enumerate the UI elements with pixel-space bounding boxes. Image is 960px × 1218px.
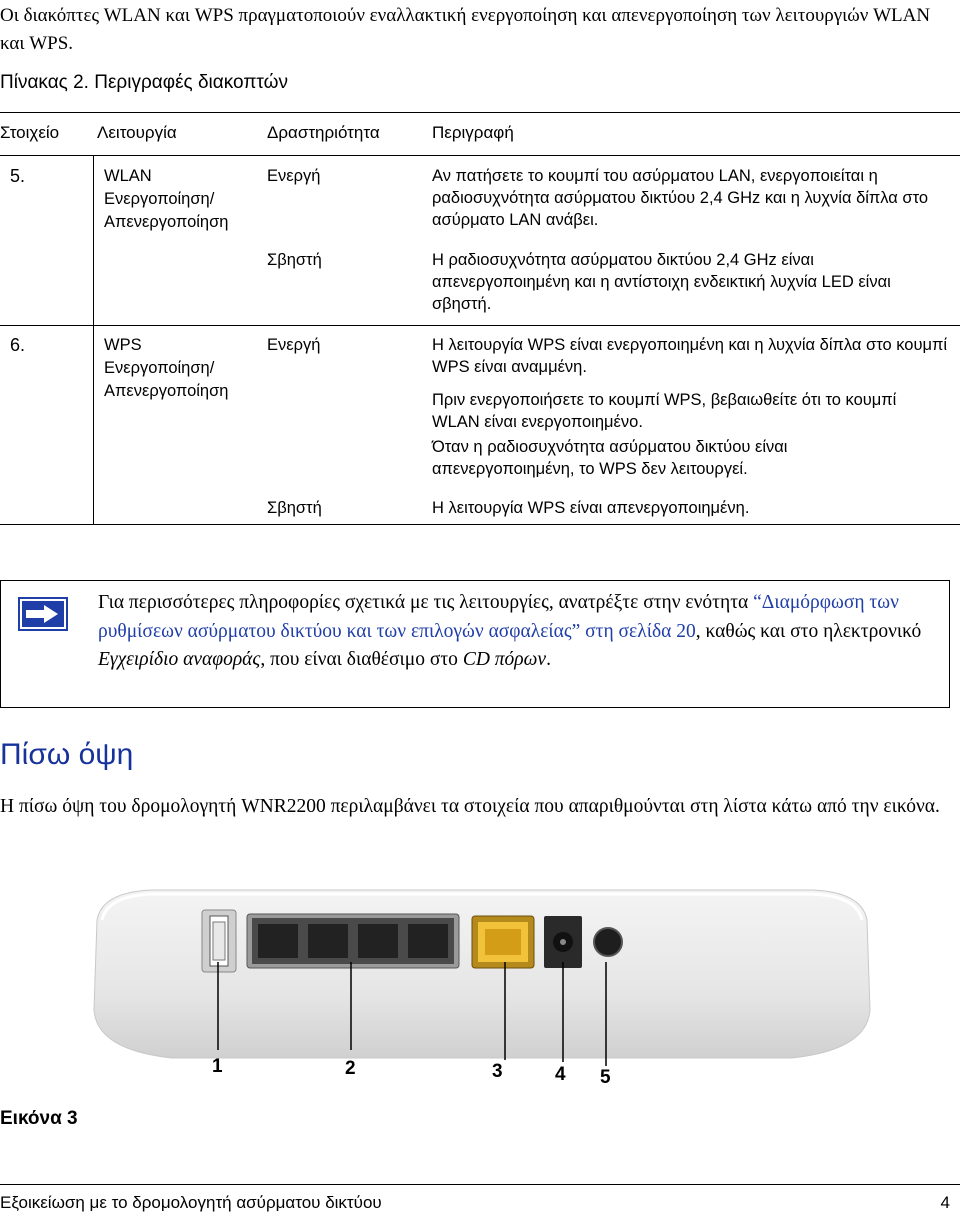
note-resource-cd: CD πόρων [462, 649, 547, 670]
row-activity-off: Σβηστή [267, 251, 322, 269]
note-text-part: , καθώς και στο ηλεκτρονικό [695, 620, 922, 642]
row-activity-off: Σβηστή [267, 499, 322, 517]
section-body: Η πίσω όψη του δρομολογητή WNR2200 περιλαμβάνει τα στοιχεία που απαριθμούνται στη λίστα κάτω από την εικόνα. [0, 796, 940, 817]
row-function-line: WPS [104, 336, 142, 354]
row-activity-on: Ενεργή [267, 167, 321, 185]
row-description-off: Η ραδιοσυχνότητα ασύρματου δικτύου 2,4 GHz είναι απενεργοποιημένη και η αντίστοιχη ενδεικτική λυχνία LED είναι σβηστή. [432, 251, 891, 313]
callout-1: 1 [212, 1056, 223, 1077]
arrow-right-icon [18, 597, 68, 636]
figure-caption: Εικόνα 3 [0, 1108, 78, 1129]
header-item: Στοιχείο [0, 123, 60, 142]
callout-3: 3 [492, 1061, 503, 1082]
footer-title: Εξοικείωση με το δρομολογητή ασύρματου δικτύου [0, 1193, 382, 1212]
table-caption: Πίνακας 2. Περιγραφές διακοπτών [0, 72, 289, 93]
row-description-on-note: Όταν η ραδιοσυχνότητα ασύρματου δικτύου είναι απενεργοποιημένη, το WPS δεν λειτουργεί. [432, 438, 788, 478]
footer-rule [0, 1184, 960, 1185]
note-text-part: . [546, 649, 551, 670]
row-description-off: Η λειτουργία WPS είναι απενεργοποιημένη. [432, 499, 750, 517]
callout-2: 2 [345, 1058, 356, 1079]
header-description: Περιγραφή [432, 123, 514, 142]
table-column-divider [93, 156, 94, 524]
row-description-on: Η λειτουργία WPS είναι ενεργοποιημένη και η λυχνία δίπλα στο κουμπί WPS είναι αναμμένη. [432, 336, 948, 376]
header-function: Λειτουργία [97, 123, 177, 142]
row-function-line: WLAN [104, 167, 152, 185]
row-function-line: Ενεργοποίηση/ [104, 190, 215, 208]
note-text-part: Για περισσότερες πληροφορίες σχετικά με τις λειτουργίες, ανατρέξτε στην ενότητα [98, 592, 754, 613]
intro-paragraph: Οι διακόπτες WLAN και WPS πραγματοποιούν εναλλακτική ενεργοποίηση και απενεργοποίηση των λειτουργιών WLAN και WPS. [0, 5, 931, 54]
table-row-rule [0, 325, 960, 326]
row-function-line: Απενεργοποίηση [104, 382, 229, 400]
callout-4: 4 [555, 1064, 566, 1085]
callout-leaders [0, 880, 960, 1070]
table-header-rule [0, 155, 960, 156]
note-text-part: , που είναι διαθέσιμο στο [260, 649, 463, 670]
section-heading: Πίσω όψη [0, 738, 134, 771]
section-link[interactable]: “Διαμόρφωση των ρυθμίσεων ασύρματου δικτύου και των επιλογών ασφαλείας” στη σελίδα 20 [98, 592, 899, 642]
page-number: 4 [940, 1193, 950, 1212]
row-number: 5. [10, 166, 26, 186]
row-function-line: Απενεργοποίηση [104, 213, 229, 231]
note-reference-title: Εγχειρίδιο αναφοράς [98, 649, 261, 670]
table-bottom-rule [0, 524, 960, 525]
row-description-on-note: Πριν ενεργοποιήσετε το κουμπί WPS, βεβαιωθείτε ότι το κουμπί WLAN είναι ενεργοποιημένο. [432, 391, 897, 431]
row-activity-on: Ενεργή [267, 336, 321, 354]
row-number: 6. [10, 335, 26, 355]
row-function-line: Ενεργοποίηση/ [104, 359, 215, 377]
header-activity: Δραστηριότητα [267, 123, 380, 142]
note-text [98, 589, 928, 675]
callout-5: 5 [600, 1067, 611, 1088]
row-description-on: Αν πατήσετε το κουμπί του ασύρματου LAN, ενεργοποιείται η ραδιοσυχνότητα ασύρματου δικτύου 2,4 GHz και η λυχνία δίπλα στο ασύρματο LAN ανάβει. [432, 167, 929, 229]
table-top-rule [0, 112, 960, 113]
